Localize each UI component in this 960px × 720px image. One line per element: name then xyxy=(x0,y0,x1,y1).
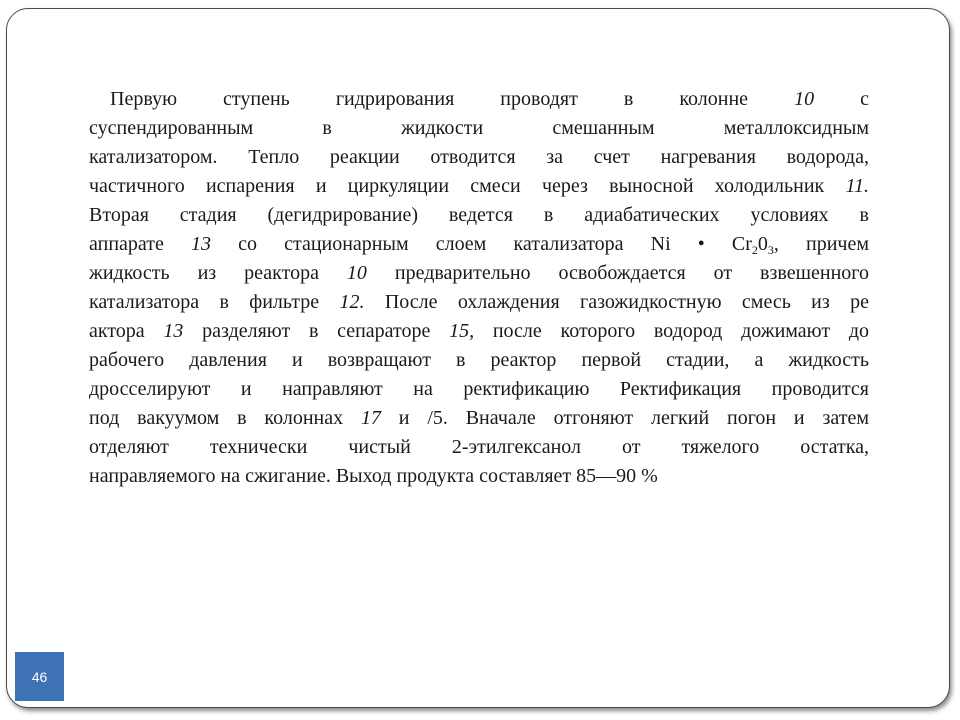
text-segment: , причем xyxy=(773,233,869,255)
text-segment: со стационарным слоем катализатора Ni • Cr xyxy=(210,233,752,255)
text-segment: катализатора в фильтре xyxy=(89,291,340,313)
paragraph-line xyxy=(89,201,869,230)
text-segment: аппарате xyxy=(89,233,191,255)
italic-reference-number: 10 xyxy=(794,88,815,110)
text-segment: предварительно освобождается от взвешенного xyxy=(366,262,869,284)
text-segment: суспендированным в жидкости смешанным металлоксидным xyxy=(89,117,869,139)
text-segment: актора xyxy=(89,320,164,342)
body-paragraph xyxy=(89,85,869,491)
paragraph-line xyxy=(89,172,869,201)
text-segment: и /5. Вначале отгоняют легкий погон и затем xyxy=(380,407,870,429)
italic-reference-number: 11. xyxy=(845,175,869,197)
text-segment: разделяют в сепараторе xyxy=(183,320,450,342)
text-segment: дросселируют и направляют на ректификацию Ректификация проводится xyxy=(89,378,869,400)
text-segment: После охлаждения газожидкостную смесь из ре xyxy=(364,291,869,313)
text-segment: под вакуумом в колоннах xyxy=(89,407,361,429)
page-number: 46 xyxy=(31,668,48,685)
paragraph-line xyxy=(89,114,869,143)
italic-reference-number: 12. xyxy=(339,291,365,313)
italic-reference-number: 10 xyxy=(346,262,367,284)
paragraph-line xyxy=(89,288,869,317)
paragraph-line xyxy=(89,259,869,288)
paragraph-line xyxy=(89,317,869,346)
italic-reference-number: 13 xyxy=(190,233,211,255)
subscript-text: 2 xyxy=(751,243,758,257)
italic-reference-number: 15, xyxy=(449,320,475,342)
italic-reference-number: 17 xyxy=(360,407,381,429)
text-segment: с xyxy=(814,88,869,110)
italic-reference-number: 13 xyxy=(163,320,184,342)
paragraph-line xyxy=(89,346,869,375)
text-segment: частичного испарения и циркуляции смеси через выносной холодильник xyxy=(89,175,846,197)
text-segment: Первую ступень гидрирования проводят в колонне xyxy=(110,88,795,110)
paragraph-line xyxy=(89,143,869,172)
paragraph-line xyxy=(89,462,869,491)
paragraph-line xyxy=(89,433,869,462)
text-segment: катализатором. Тепло реакции отводится за счет нагревания водорода, xyxy=(89,146,869,168)
paragraph-line xyxy=(89,375,869,404)
subscript-text: 3 xyxy=(767,243,774,257)
text-segment: после которого водород дожимают до xyxy=(474,320,870,342)
paragraph-line xyxy=(89,85,869,114)
text-segment: Вторая стадия (дегидрирование) ведется в адиабатических условиях в xyxy=(89,204,869,226)
text-segment: жидкость из реактора xyxy=(89,262,347,284)
page-number-badge xyxy=(15,652,64,701)
paragraph-line xyxy=(89,230,869,259)
text-segment: 0 xyxy=(757,233,768,255)
text-segment: рабочего давления и возвращают в реактор первой стадии, а жидкость xyxy=(89,349,869,371)
text-segment: направляемого на сжигание. Выход продукта составляет 85—90 % xyxy=(89,465,658,487)
paragraph-line xyxy=(89,404,869,433)
text-segment: отделяют технически чистый 2-этилгексанол от тяжелого остатка, xyxy=(89,436,869,458)
